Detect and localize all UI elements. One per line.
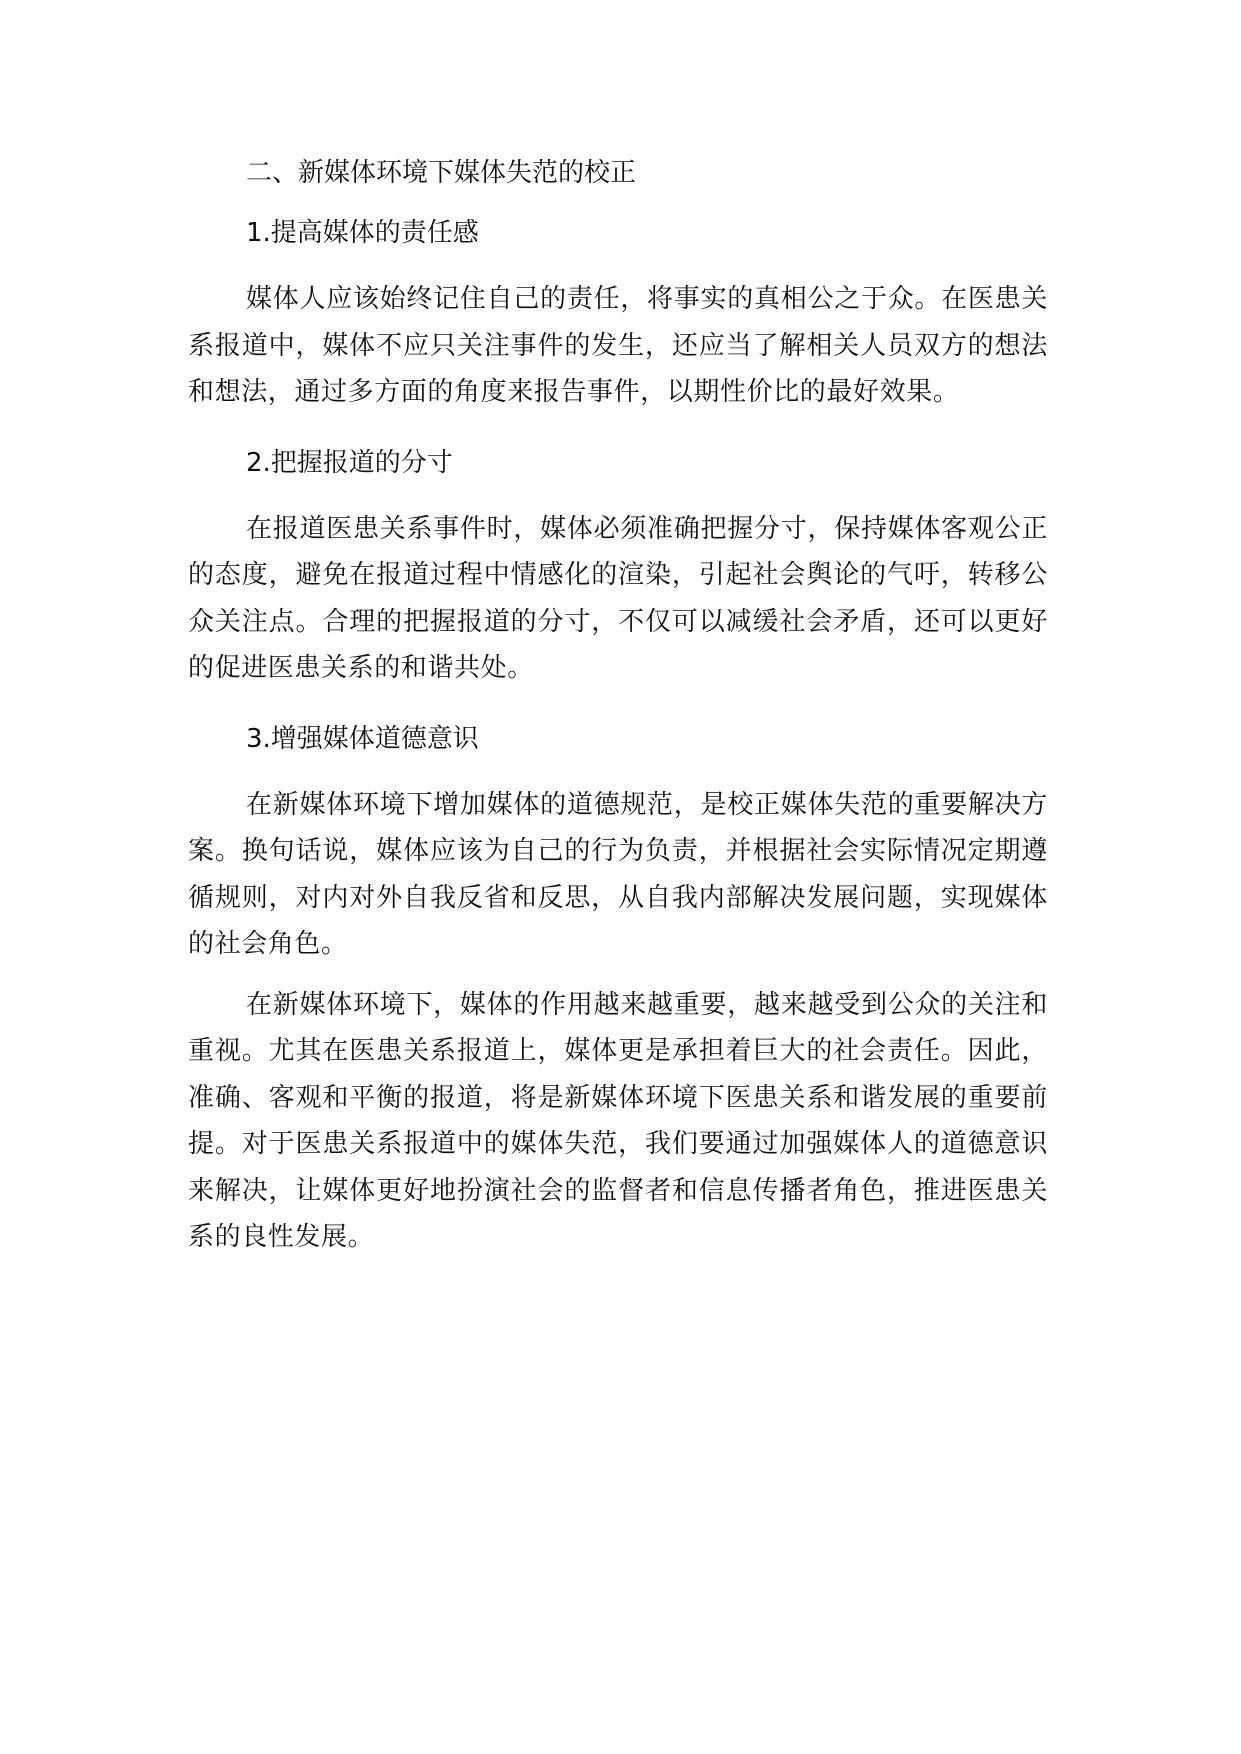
subsection-heading-1: 1.提高媒体的责任感 <box>246 218 479 248</box>
document-page <box>188 150 1048 1261</box>
conclusion-paragraph: 在新媒体环境下，媒体的作用越来越重要，越来越受到公众的关注和重视。尤其在医患关系报道上，媒体更是承担着巨大的社会责任。因此，准确、客观和平衡的报道，将是新媒体环境下医患关系和谐发展的重要前提。对于医患关系报道中的媒体失范，我们要通过加强媒体人的道德意识来解决，让媒体更好地扮演社会的监督者和信息传播者角色，推进医患关系的良性发展。 <box>188 989 1048 1252</box>
subsection-paragraph-2: 在报道医患关系事件时，媒体必须准确把握分寸，保持媒体客观公正的态度，避免在报道过程中情感化的渲染，引起社会舆论的气吁，转移公众关注点。合理的把握报道的分寸，不仅可以减缓社会矛盾，还可以更好的促进医患关系的和谐共处。 <box>188 513 1048 683</box>
section-title: 二、新媒体环境下媒体失范的校正 <box>246 158 637 188</box>
subsection-paragraph-3: 在新媒体环境下增加媒体的道德规范，是校正媒体失范的重要解决方案。换句话说，媒体应该为自己的行为负责，并根据社会实际情况定期遵循规则，对内对外自我反省和反思，从自我内部解决发展问题，实现媒体的社会角色。 <box>188 789 1048 959</box>
subsection-paragraph-1: 媒体人应该始终记住自己的责任，将事实的真相公之于众。在医患关系报道中，媒体不应只关注事件的发生，还应当了解相关人员双方的想法和想法，通过多方面的角度来报告事件，以期性价比的最好效果。 <box>188 284 1048 407</box>
subsection-heading-3: 3.增强媒体道德意识 <box>246 723 479 754</box>
subsection-heading-2: 2.把握报道的分寸 <box>246 447 453 478</box>
